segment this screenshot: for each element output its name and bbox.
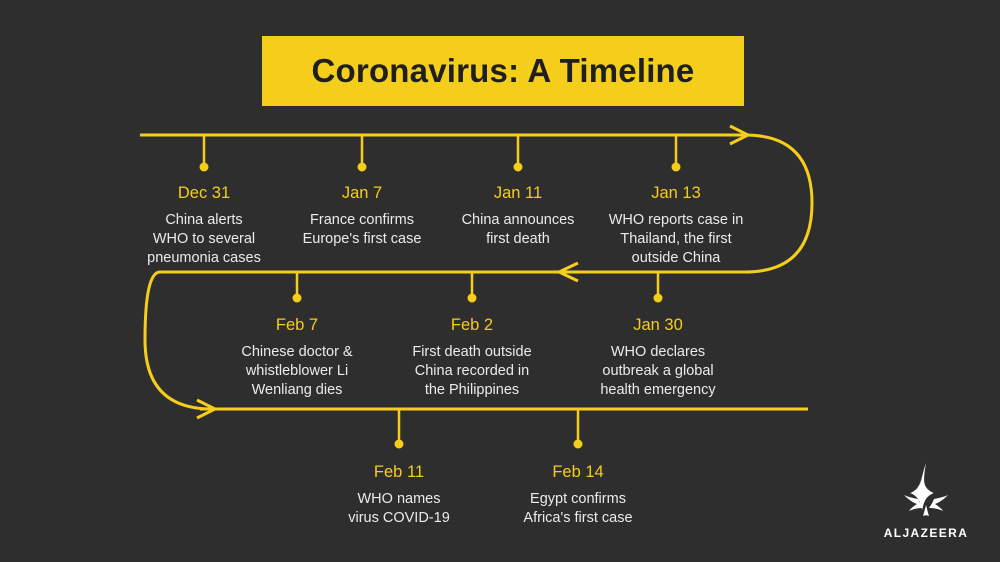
aljazeera-calligraphy-icon (894, 461, 958, 521)
timeline-event (498, 463, 658, 528)
event-line: China alerts (165, 212, 243, 228)
event-date: Jan 11 (493, 184, 543, 202)
event-line: WHO names (357, 491, 441, 507)
event-description (572, 343, 744, 400)
event-line: pneumonia cases (147, 250, 261, 266)
event-date: Dec 31 (177, 184, 231, 202)
event-date: Jan 13 (651, 184, 701, 202)
event-description (124, 211, 284, 268)
event-date: Feb 2 (450, 316, 494, 334)
event-description (498, 490, 658, 528)
event-line: the Philippines (424, 382, 520, 398)
timeline-event (319, 463, 479, 528)
event-date: Jan 7 (341, 184, 383, 202)
event-line: health emergency (600, 382, 716, 398)
event-date: Jan 30 (633, 316, 683, 334)
event-line: virus COVID-19 (348, 510, 450, 526)
event-line: outside China (631, 250, 721, 266)
event-line: First death outside (412, 344, 532, 360)
event-line: Egypt confirms (530, 491, 626, 507)
event-line: China recorded in (414, 363, 530, 379)
timeline-event (586, 184, 766, 268)
event-line: Wenliang dies (251, 382, 343, 398)
event-date: Feb 7 (275, 316, 319, 334)
event-line: outbreak a global (602, 363, 714, 379)
event-line: Chinese doctor & (241, 344, 353, 360)
event-line: Africa's first case (523, 510, 633, 526)
aljazeera-logo (878, 448, 974, 540)
aljazeera-wordmark: ALJAZEERA (883, 526, 969, 540)
event-description (211, 343, 383, 400)
event-date: Feb 14 (552, 463, 604, 481)
timeline-event (572, 316, 744, 400)
event-date: Feb 11 (373, 463, 425, 481)
event-line: WHO reports case in (608, 212, 744, 228)
event-line: China announces (461, 212, 575, 228)
title-banner (262, 36, 744, 106)
event-description (386, 343, 558, 400)
timeline-event (282, 184, 442, 249)
timeline-event (211, 316, 383, 400)
event-description (319, 490, 479, 528)
event-line: WHO to several (152, 231, 256, 247)
timeline-event (438, 184, 598, 249)
timeline-event (124, 184, 284, 268)
event-line: Europe's first case (302, 231, 422, 247)
event-description (586, 211, 766, 268)
page-title: Coronavirus: A Timeline (311, 52, 695, 89)
event-line: WHO declares (610, 344, 706, 360)
event-description (282, 211, 442, 249)
event-line: whistleblower Li (245, 363, 349, 379)
event-description (438, 211, 598, 249)
timeline-event (386, 316, 558, 400)
event-line: Thailand, the first (620, 231, 732, 247)
event-line: France confirms (310, 212, 414, 228)
event-line: first death (486, 231, 550, 247)
